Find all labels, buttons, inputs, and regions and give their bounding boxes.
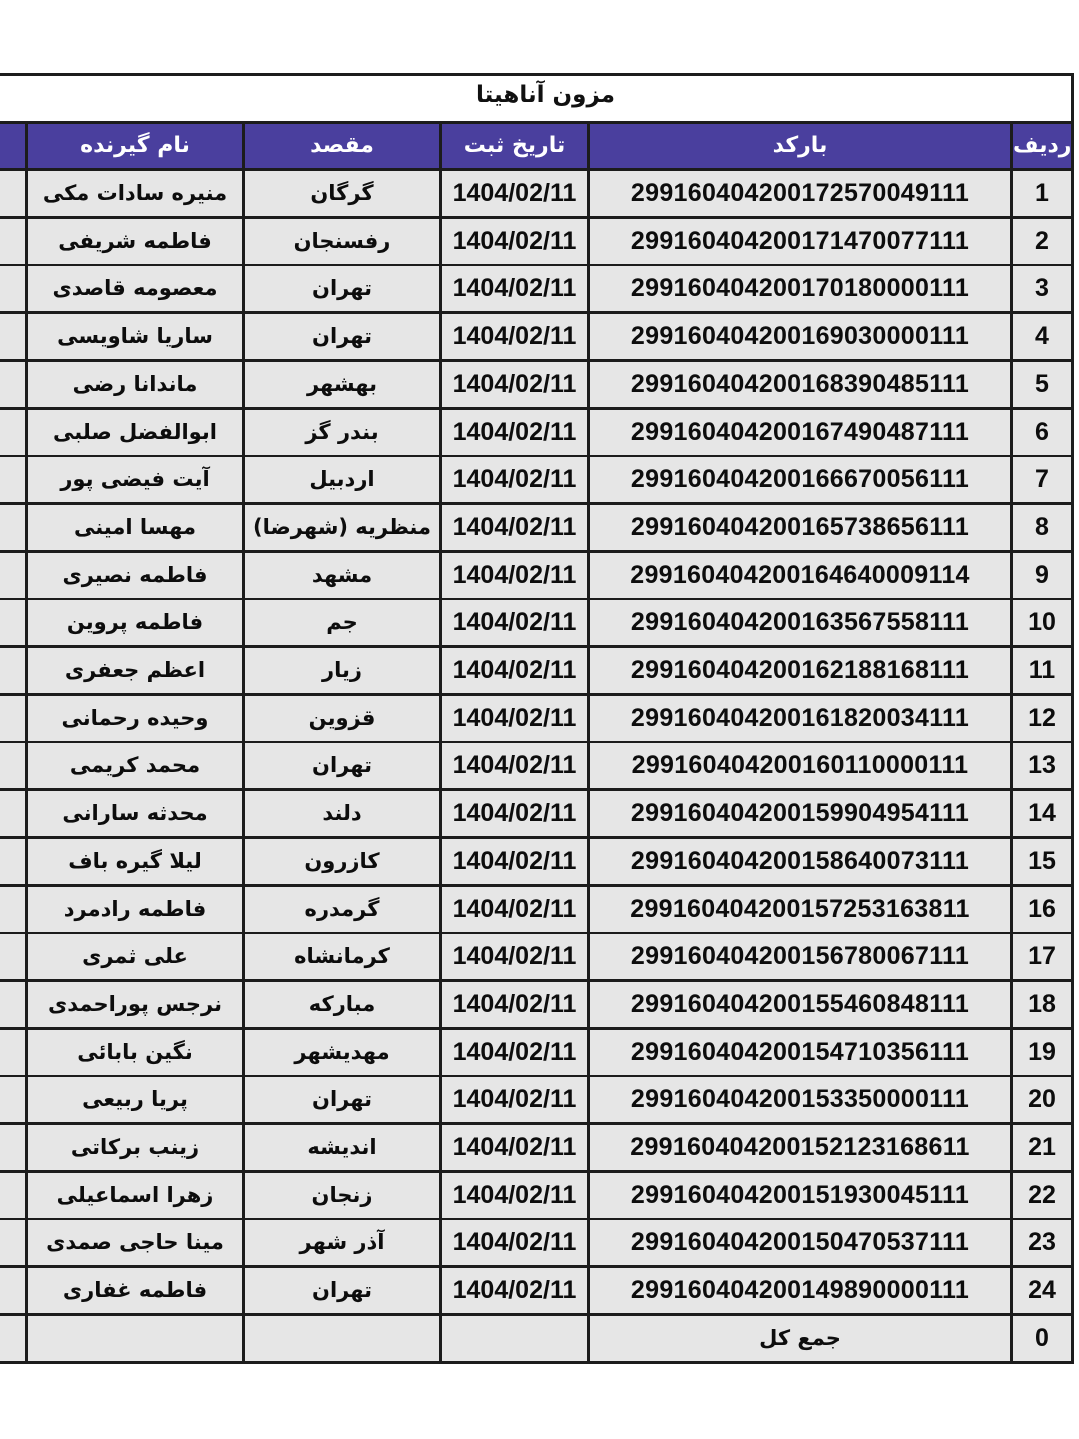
destination-cell: زنجان xyxy=(242,1173,439,1218)
index-cell: 19 xyxy=(1010,1030,1071,1075)
table-row xyxy=(0,1268,1074,1316)
recipient-cell: معصومه قاصدی xyxy=(25,266,242,311)
row-blank-cell xyxy=(0,1268,25,1313)
table-row xyxy=(0,410,1074,458)
date-cell: 1404/02/11 xyxy=(439,1268,587,1313)
total-blank-date xyxy=(439,1316,587,1361)
total-blank-destination xyxy=(242,1316,439,1361)
date-cell: 1404/02/11 xyxy=(439,1077,587,1122)
index-cell: 2 xyxy=(1010,219,1071,264)
table-row xyxy=(0,505,1074,553)
date-cell: 1404/02/11 xyxy=(439,266,587,311)
date-cell: 1404/02/11 xyxy=(439,1030,587,1075)
table-row xyxy=(0,887,1074,935)
date-cell: 1404/02/11 xyxy=(439,314,587,359)
total-blank-a xyxy=(0,1316,25,1361)
barcode-cell: 299160404200164640009114 xyxy=(587,553,1010,598)
recipient-cell: نگین بابائی xyxy=(25,1030,242,1075)
row-blank-cell xyxy=(0,791,25,836)
barcode-cell: 299160404200169030000111 xyxy=(587,314,1010,359)
recipient-cell: علی ثمری xyxy=(25,934,242,979)
date-cell: 1404/02/11 xyxy=(439,696,587,741)
date-cell: 1404/02/11 xyxy=(439,410,587,455)
destination-cell: آذر شهر xyxy=(242,1220,439,1265)
date-cell: 1404/02/11 xyxy=(439,457,587,502)
table-row xyxy=(0,1173,1074,1221)
recipient-cell: فاطمه شریفی xyxy=(25,219,242,264)
destination-cell: تهران xyxy=(242,314,439,359)
destination-cell: بندر گز xyxy=(242,410,439,455)
row-blank-cell xyxy=(0,696,25,741)
header-blank xyxy=(0,124,25,168)
index-cell: 18 xyxy=(1010,982,1071,1027)
barcode-cell: 299160404200166670056111 xyxy=(587,457,1010,502)
index-cell: 7 xyxy=(1010,457,1071,502)
destination-cell: مهدیشهر xyxy=(242,1030,439,1075)
row-blank-cell xyxy=(0,171,25,216)
index-cell: 15 xyxy=(1010,839,1071,884)
row-blank-cell xyxy=(0,457,25,502)
recipient-cell: نرجس پوراحمدی xyxy=(25,982,242,1027)
header-recipient: نام گیرنده xyxy=(25,124,242,168)
destination-cell: تهران xyxy=(242,1077,439,1122)
date-cell: 1404/02/11 xyxy=(439,887,587,932)
row-blank-cell xyxy=(0,219,25,264)
index-cell: 12 xyxy=(1010,696,1071,741)
recipient-cell: منیره سادات مکی xyxy=(25,171,242,216)
date-cell: 1404/02/11 xyxy=(439,934,587,979)
table-row xyxy=(0,553,1074,601)
recipient-cell: فاطمه نصیری xyxy=(25,553,242,598)
recipient-cell: آیت فیضی پور xyxy=(25,457,242,502)
recipient-cell: ابوالفضل صلبی xyxy=(25,410,242,455)
row-blank-cell xyxy=(0,1077,25,1122)
row-blank-cell xyxy=(0,505,25,550)
date-cell: 1404/02/11 xyxy=(439,1220,587,1265)
destination-cell: منظریه (شهرضا) xyxy=(242,505,439,550)
index-cell: 4 xyxy=(1010,314,1071,359)
header-destination: مقصد xyxy=(242,124,439,168)
destination-cell: دلند xyxy=(242,791,439,836)
barcode-cell: 299160404200153350000111 xyxy=(587,1077,1010,1122)
table-row xyxy=(0,934,1074,982)
index-cell: 14 xyxy=(1010,791,1071,836)
table-row xyxy=(0,171,1074,219)
recipient-cell: مینا حاجی صمدی xyxy=(25,1220,242,1265)
date-cell: 1404/02/11 xyxy=(439,791,587,836)
table-title-row xyxy=(0,73,1074,121)
total-blank-recipient xyxy=(25,1316,242,1361)
recipient-cell: محمد کریمی xyxy=(25,743,242,788)
table-row xyxy=(0,314,1074,362)
index-cell: 21 xyxy=(1010,1125,1071,1170)
barcode-cell: 299160404200163567558111 xyxy=(587,600,1010,645)
date-cell: 1404/02/11 xyxy=(439,1125,587,1170)
destination-cell: بهشهر xyxy=(242,362,439,407)
table-right-border xyxy=(1071,73,1074,1364)
table-title: مزون آناهیتا xyxy=(476,82,615,108)
row-blank-cell xyxy=(0,600,25,645)
destination-cell: کازرون xyxy=(242,839,439,884)
table-row xyxy=(0,1077,1074,1125)
header-date: تاریخ ثبت xyxy=(439,124,587,168)
index-cell: 24 xyxy=(1010,1268,1071,1313)
row-blank-cell xyxy=(0,314,25,359)
barcode-cell: 299160404200155460848111 xyxy=(587,982,1010,1027)
table-row xyxy=(0,696,1074,744)
destination-cell: اردبیل xyxy=(242,457,439,502)
index-cell: 22 xyxy=(1010,1173,1071,1218)
destination-cell: اندیشه xyxy=(242,1125,439,1170)
recipient-cell: زهرا اسماعیلی xyxy=(25,1173,242,1218)
barcode-cell: 299160404200168390485111 xyxy=(587,362,1010,407)
barcode-cell: 299160404200150470537111 xyxy=(587,1220,1010,1265)
barcode-cell: 299160404200162188168111 xyxy=(587,648,1010,693)
index-cell: 10 xyxy=(1010,600,1071,645)
table-row xyxy=(0,791,1074,839)
barcode-cell: 299160404200151930045111 xyxy=(587,1173,1010,1218)
row-blank-cell xyxy=(0,266,25,311)
recipient-cell: اعظم جعفری xyxy=(25,648,242,693)
barcode-cell: 299160404200165738656111 xyxy=(587,505,1010,550)
table-row xyxy=(0,839,1074,887)
recipient-cell: ماندانا رضی xyxy=(25,362,242,407)
row-blank-cell xyxy=(0,553,25,598)
header-index: ردیف xyxy=(1010,124,1071,168)
barcode-cell: 299160404200171470077111 xyxy=(587,219,1010,264)
table-row xyxy=(0,1220,1074,1268)
row-blank-cell xyxy=(0,934,25,979)
destination-cell: زیار xyxy=(242,648,439,693)
recipient-cell: فاطمه رادمرد xyxy=(25,887,242,932)
index-cell: 13 xyxy=(1010,743,1071,788)
barcode-cell: 299160404200152123168611 xyxy=(587,1125,1010,1170)
table-row xyxy=(0,743,1074,791)
recipient-cell: مهسا امینی xyxy=(25,505,242,550)
barcode-cell: 299160404200157253163811 xyxy=(587,887,1010,932)
barcode-cell: 299160404200154710356111 xyxy=(587,1030,1010,1075)
table-row xyxy=(0,982,1074,1030)
date-cell: 1404/02/11 xyxy=(439,505,587,550)
row-blank-cell xyxy=(0,1173,25,1218)
recipient-cell: وحیده رحمانی xyxy=(25,696,242,741)
row-blank-cell xyxy=(0,648,25,693)
total-label: جمع کل xyxy=(587,1316,1010,1361)
header-barcode: بارکد xyxy=(587,124,1010,168)
table-row xyxy=(0,266,1074,314)
destination-cell: گرگان xyxy=(242,171,439,216)
index-cell: 17 xyxy=(1010,934,1071,979)
recipient-cell: ساریا شاویسی xyxy=(25,314,242,359)
date-cell: 1404/02/11 xyxy=(439,219,587,264)
destination-cell: جم xyxy=(242,600,439,645)
destination-cell: قزوین xyxy=(242,696,439,741)
destination-cell: مشهد xyxy=(242,553,439,598)
date-cell: 1404/02/11 xyxy=(439,171,587,216)
row-blank-cell xyxy=(0,839,25,884)
row-blank-cell xyxy=(0,1220,25,1265)
recipient-cell: لیلا گیره باف xyxy=(25,839,242,884)
destination-cell: رفسنجان xyxy=(242,219,439,264)
index-cell: 6 xyxy=(1010,410,1071,455)
date-cell: 1404/02/11 xyxy=(439,600,587,645)
table-row xyxy=(0,648,1074,696)
barcode-cell: 299160404200159904954111 xyxy=(587,791,1010,836)
date-cell: 1404/02/11 xyxy=(439,743,587,788)
date-cell: 1404/02/11 xyxy=(439,553,587,598)
destination-cell: مبارکه xyxy=(242,982,439,1027)
destination-cell: کرمانشاه xyxy=(242,934,439,979)
row-blank-cell xyxy=(0,362,25,407)
row-blank-cell xyxy=(0,982,25,1027)
table-row xyxy=(0,219,1074,267)
destination-cell: تهران xyxy=(242,266,439,311)
table-header-row xyxy=(0,121,1074,171)
recipient-cell: پریا ربیعی xyxy=(25,1077,242,1122)
row-blank-cell xyxy=(0,887,25,932)
index-cell: 20 xyxy=(1010,1077,1071,1122)
table-row xyxy=(0,457,1074,505)
index-cell: 23 xyxy=(1010,1220,1071,1265)
barcode-cell: 299160404200167490487111 xyxy=(587,410,1010,455)
barcode-cell: 299160404200149890000111 xyxy=(587,1268,1010,1313)
recipient-cell: زینب برکاتی xyxy=(25,1125,242,1170)
index-cell: 16 xyxy=(1010,887,1071,932)
index-cell: 11 xyxy=(1010,648,1071,693)
table-row xyxy=(0,1030,1074,1078)
barcode-cell: 299160404200160110000111 xyxy=(587,743,1010,788)
barcode-cell: 299160404200161820034111 xyxy=(587,696,1010,741)
date-cell: 1404/02/11 xyxy=(439,839,587,884)
total-index: 0 xyxy=(1010,1316,1071,1361)
recipient-cell: فاطمه غفاری xyxy=(25,1268,242,1313)
index-cell: 8 xyxy=(1010,505,1071,550)
index-cell: 3 xyxy=(1010,266,1071,311)
barcode-cell: 299160404200170180000111 xyxy=(587,266,1010,311)
recipient-cell: محدثه سارانی xyxy=(25,791,242,836)
table-row xyxy=(0,600,1074,648)
date-cell: 1404/02/11 xyxy=(439,1173,587,1218)
recipient-cell: فاطمه پروین xyxy=(25,600,242,645)
barcode-cell: 299160404200158640073111 xyxy=(587,839,1010,884)
date-cell: 1404/02/11 xyxy=(439,648,587,693)
date-cell: 1404/02/11 xyxy=(439,982,587,1027)
row-blank-cell xyxy=(0,1125,25,1170)
row-blank-cell xyxy=(0,410,25,455)
index-cell: 1 xyxy=(1010,171,1071,216)
destination-cell: تهران xyxy=(242,743,439,788)
date-cell: 1404/02/11 xyxy=(439,362,587,407)
table-row xyxy=(0,362,1074,410)
index-cell: 9 xyxy=(1010,553,1071,598)
barcode-cell: 299160404200156780067111 xyxy=(587,934,1010,979)
barcode-cell: 299160404200172570049111 xyxy=(587,171,1010,216)
total-row xyxy=(0,1316,1074,1364)
row-blank-cell xyxy=(0,1030,25,1075)
destination-cell: تهران xyxy=(242,1268,439,1313)
destination-cell: گرمدره xyxy=(242,887,439,932)
table-row xyxy=(0,1125,1074,1173)
row-blank-cell xyxy=(0,743,25,788)
index-cell: 5 xyxy=(1010,362,1071,407)
